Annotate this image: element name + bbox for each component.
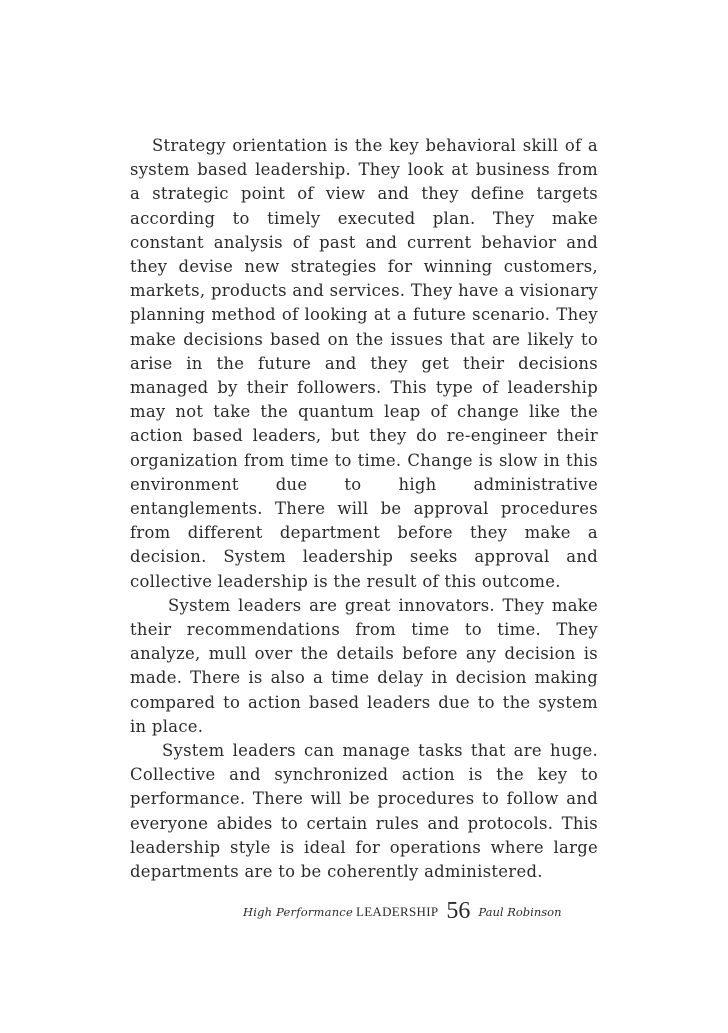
- body-text: [130, 134, 598, 884]
- footer-line: [243, 896, 561, 923]
- paragraph-1: Strategy orientation is the key behavioral skill of a system based leadership. They look at business from a strategic point of view and they define targets according to timely executed plan. They make constant analysis of past and current behavior and they devise new strategies for winning customers, markets, products and services. They have a visionary planning method of looking at a future scenario. They make decisions based on the issues that are likely to arise in the future and they get their decisions managed by their followers. This type of leadership may not take the quantum leap of change like the action based leaders, but they do re-engineer their organization from time to time. Change is slow in this environment due to high administrative entanglements. There will be approval procedures from different department before they make a decision. System leadership seeks approval and collective leadership is the result of this outcome.: [130, 136, 598, 591]
- page-number: 56: [446, 898, 471, 924]
- footer-book-title: High Performance: [243, 905, 353, 919]
- footer-author: Paul Robinson: [478, 905, 562, 919]
- paragraph-2: System leaders are great innovators. They make their recommendations from time to time. They analyze, mull over the details before any decision is made. There is also a time delay in decision making compared to action based leaders due to the system in place.: [130, 595, 598, 736]
- paragraph-3: System leaders can manage tasks that are huge. Collective and synchronized action is the key to performance. There will be procedures to follow and everyone abides to certain rules and protocols. This leadership style is ideal for operations where large departments are to be coherently administered.: [130, 741, 598, 882]
- page-footer: [0, 896, 728, 936]
- footer-book-title-caps: LEADERSHIP: [355, 904, 439, 919]
